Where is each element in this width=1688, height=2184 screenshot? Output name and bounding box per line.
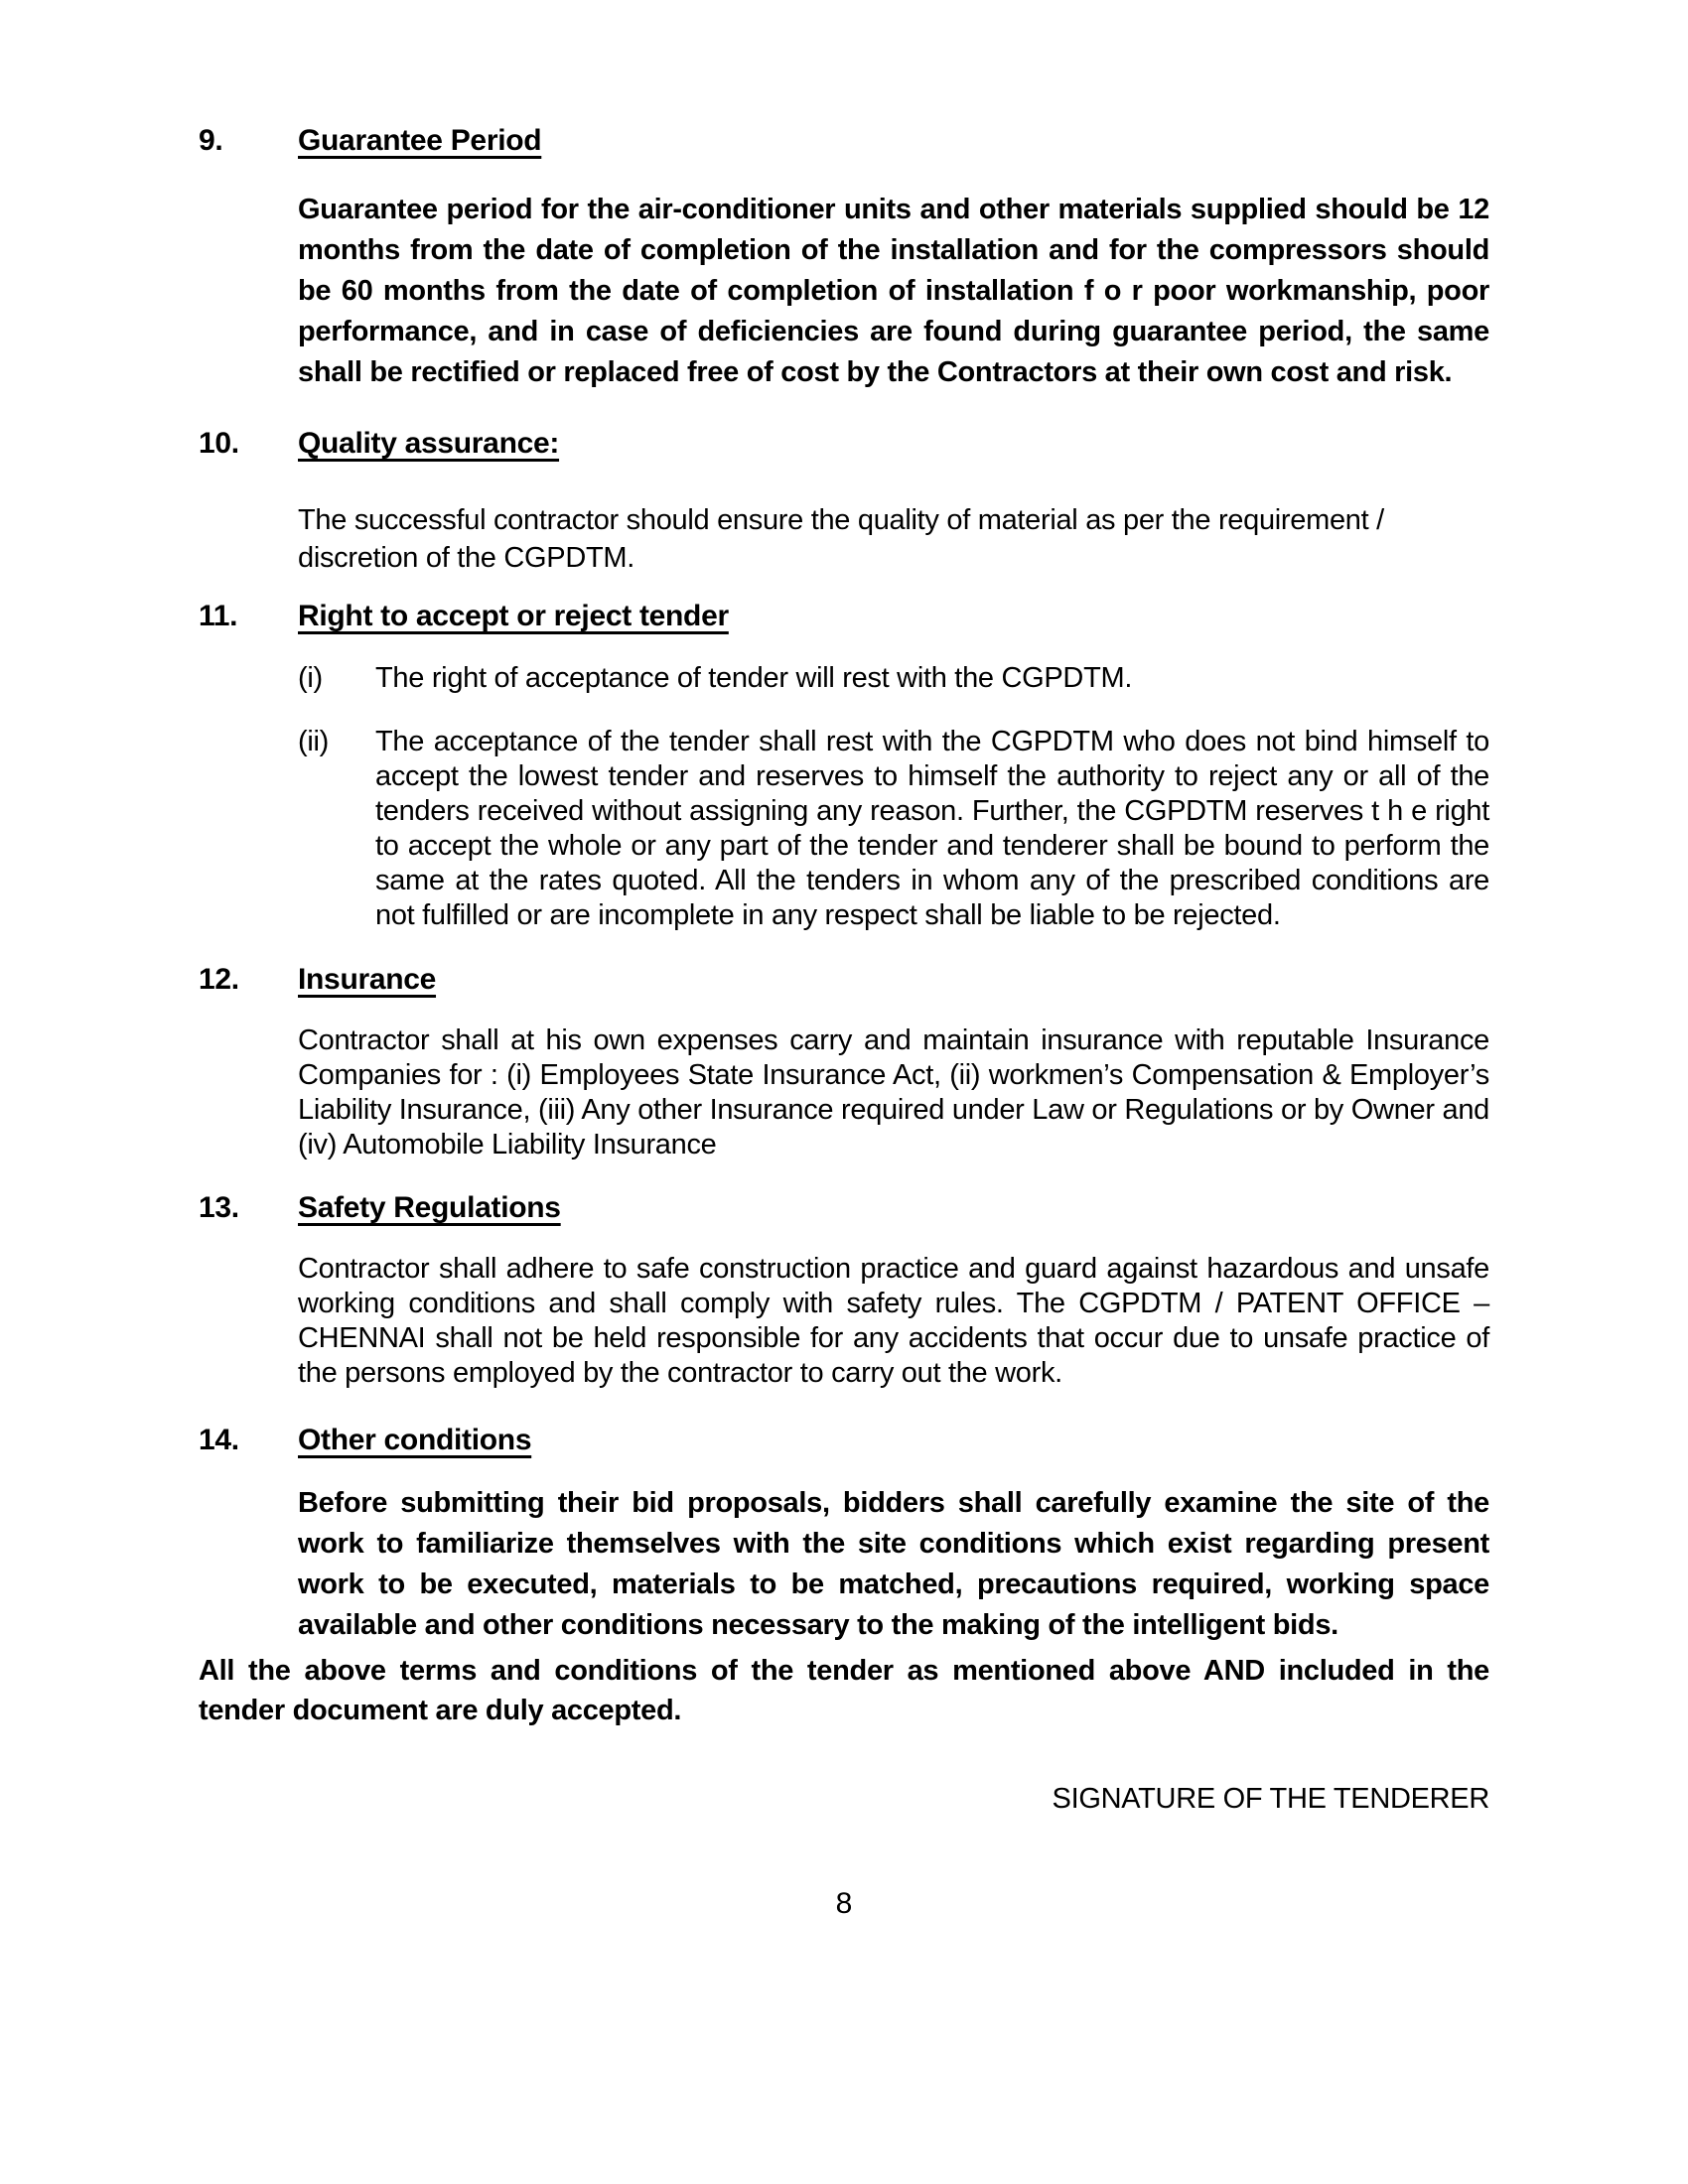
closing-statement: All the above terms and conditions of the tender as mentioned above AND included in the tender document are duly accepted. [199, 1655, 1489, 1726]
section-12-paragraph: Contractor shall at his own expenses carry and maintain insurance with reputable Insurance Companies for : (i) Employees State Insurance Act, (ii) workmen’s Compensation & Employer’s Liability Insurance, (iii) Any other Insurance required under Law or Regulations or by Owner and (iv) Automobile Liability Insurance [298, 1024, 1489, 1160]
section-10-heading-row [199, 423, 1489, 465]
section-11-item-ii-marker: (ii) [298, 726, 330, 757]
section-11-item-ii [298, 725, 1489, 933]
section-12-number: 12. [199, 963, 239, 996]
section-13-heading-row [199, 1187, 1489, 1229]
section-11-heading-row [199, 596, 1489, 637]
section-10 [199, 423, 1489, 577]
section-13-number: 13. [199, 1191, 239, 1224]
section-14-heading-row [199, 1420, 1489, 1461]
section-9-paragraph: Guarantee period for the air-conditioner units and other materials supplied should be 12 months from the date of completion of the installation and for the compressors should be 60 months from the date of completion of installation f o r poor workmanship, poor performance, and in case of deficiencies are found during guarantee period, the same shall be rectified or replaced free of cost by the Contractors at their own cost and risk. [298, 194, 1489, 388]
section-14-paragraph: Before submitting their bid proposals, bidders shall carefully examine the site of the work to familiarize themselves with the site conditions which exist regarding present work to be executed, materials to be matched, precautions required, working space available and other conditions necessary to the making of the intelligent bids. [298, 1487, 1489, 1641]
section-11-number: 11. [199, 600, 238, 632]
section-14-number: 14. [199, 1424, 239, 1456]
section-14-heading: Other conditions [298, 1424, 532, 1456]
section-10-number: 10. [199, 427, 239, 460]
section-10-paragraph: The successful contractor should ensure the quality of material as per the requirement / discretion of the CGPDTM. [298, 504, 1384, 574]
page-number: 8 [835, 1887, 853, 1920]
section-12-heading-row [199, 959, 1489, 1001]
section-11-item-i [298, 661, 1489, 696]
section-12 [199, 959, 1489, 1162]
document-content [199, 0, 1489, 1922]
section-13-paragraph: Contractor shall adhere to safe construction practice and guard against hazardous and unsafe working conditions and shall comply with safety rules. The CGPDTM / PATENT OFFICE – CHENNAI shall not be held responsible for any accidents that occur due to unsafe practice of the persons employed by the contractor to carry out the work. [298, 1253, 1489, 1389]
section-9-number: 9. [199, 124, 223, 157]
section-12-heading: Insurance [298, 963, 437, 996]
section-13-heading: Safety Regulations [298, 1191, 561, 1224]
section-9-heading: Guarantee Period [298, 124, 542, 157]
section-9-heading-row [199, 120, 1489, 162]
section-11-item-ii-text: The acceptance of the tender shall rest with the CGPDTM who does not bind himself to accept the lowest tender and reserves to himself the authority to reject any or all of the tenders received without assigning any reason. Further, the CGPDTM reserves t h e right to accept the whole or any part of the tender and tenderer shall be bound to perform the same at the rates quoted. All the tenders in whom any of the prescribed conditions are not fulfilled or are incomplete in any respect shall be liable to be rejected. [375, 726, 1489, 931]
section-9 [199, 120, 1489, 393]
signature-line: SIGNATURE OF THE TENDERER [1052, 1783, 1489, 1815]
section-10-heading: Quality assurance: [298, 427, 560, 460]
section-11-item-i-text: The right of acceptance of tender will rest with the CGPDTM. [375, 662, 1133, 694]
section-14 [199, 1420, 1489, 1646]
section-11 [199, 596, 1489, 933]
section-13 [199, 1187, 1489, 1391]
section-11-heading: Right to accept or reject tender [298, 600, 729, 632]
section-11-item-i-marker: (i) [298, 662, 323, 694]
